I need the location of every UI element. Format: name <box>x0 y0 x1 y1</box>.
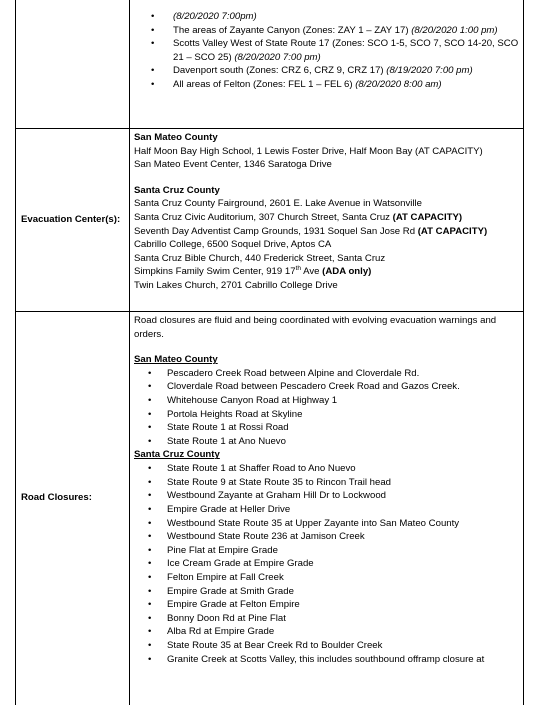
evacuation-orders-row <box>16 0 523 129</box>
road-closures-cell <box>134 314 519 666</box>
list-item: • Granite Creek at Scotts Valley, this includes southbound offramp closure at <box>134 653 519 667</box>
list-item: • Westbound Zayante at Graham Hill Dr to Lockwood <box>134 489 519 503</box>
list-item: • Davenport south (Zones: CRZ 6, CRZ 9, CRZ 17) (8/19/2020 7:00 pm) <box>134 64 519 78</box>
list-item: • Empire Grade at Heller Drive <box>134 503 519 517</box>
santa-cruz-closures-list <box>134 462 519 666</box>
column-divider <box>129 311 130 705</box>
list-item: • Bonny Doon Rd at Pine Flat <box>134 612 519 626</box>
list-item: • State Route 35 at Bear Creek Rd to Boulder Creek <box>134 639 519 653</box>
evacuation-centers-row <box>16 128 523 312</box>
list-item: • Pescadero Creek Road between Alpine and Cloverdale Rd. <box>134 367 519 381</box>
spacer <box>134 172 519 184</box>
san-mateo-closures-list <box>134 367 519 449</box>
list-item: • Ice Cream Grade at Empire Grade <box>134 557 519 571</box>
center-line: San Mateo Event Center, 1346 Saratoga Drive <box>134 159 332 171</box>
list-item: • All areas of Felton (Zones: FEL 1 – FEL 6) (8/20/2020 8:00 am) <box>134 78 519 92</box>
list-item: • Empire Grade at Felton Empire <box>134 598 519 612</box>
santa-cruz-heading: Santa Cruz County <box>134 184 220 196</box>
column-divider <box>129 0 130 128</box>
center-line: Santa Cruz County Fairground, 2601 E. Lake Avenue in Watsonville <box>134 198 422 210</box>
san-mateo-heading: San Mateo County <box>134 354 218 366</box>
center-line: Seventh Day Adventist Camp Grounds, 1931 Soquel San Jose Rd (AT CAPACITY) <box>134 225 488 237</box>
list-item: • Portola Heights Road at Skyline <box>134 408 519 422</box>
list-item: • Cloverdale Road between Pescadero Creek Road and Gazos Creek. <box>134 380 519 394</box>
list-item: • Empire Grade at Smith Grade <box>134 585 519 599</box>
list-item: • State Route 1 at Ano Nuevo <box>134 435 519 449</box>
evacuation-centers-label: Evacuation Center(s): <box>21 214 121 225</box>
list-item: • Whitehouse Canyon Road at Highway 1 <box>134 394 519 408</box>
san-mateo-heading: San Mateo County <box>134 132 218 143</box>
column-divider <box>129 128 130 311</box>
evacuation-centers-cell <box>134 131 519 293</box>
list-item: • The areas of Zayante Canyon (Zones: ZAY 1 – ZAY 17) (8/20/2020 1:00 pm) <box>134 24 519 38</box>
info-table <box>15 0 524 705</box>
list-item: • Scotts Valley West of State Route 17 (Zones: SCO 1-5, SCO 7, SCO 14-20, SCO 21 – SCO 25) (8/20/2020 7:00 pm) <box>134 37 519 64</box>
spacer <box>134 341 519 353</box>
center-line: Twin Lakes Church, 2701 Cabrillo College Drive <box>134 280 338 292</box>
center-line: Half Moon Bay High School, 1 Lewis Foster Drive, Half Moon Bay (AT CAPACITY) <box>134 145 483 157</box>
center-line: Santa Cruz Civic Auditorium, 307 Church Street, Santa Cruz (AT CAPACITY) <box>134 212 463 224</box>
road-closures-label: Road Closures: <box>21 492 92 503</box>
list-item: • Felton Empire at Fall Creek <box>134 571 519 585</box>
road-closures-row <box>16 311 523 705</box>
list-item: • State Route 9 at State Route 35 to Rincon Trail head <box>134 476 519 490</box>
center-line: Cabrillo College, 6500 Soquel Drive, Aptos CA <box>134 239 332 251</box>
center-line: Simpkins Family Swim Center, 919 17th Ave (ADA only) <box>134 265 372 278</box>
santa-cruz-heading: Santa Cruz County <box>134 449 220 461</box>
evacuation-orders-cell <box>134 10 519 92</box>
evacuation-orders-list <box>134 10 519 92</box>
list-item: • Westbound State Route 236 at Jamison Creek <box>134 530 519 544</box>
list-item: • Pine Flat at Empire Grade <box>134 544 519 558</box>
list-item: • State Route 1 at Rossi Road <box>134 421 519 435</box>
list-item: • (8/20/2020 7:00pm) <box>134 10 519 24</box>
road-closures-intro: Road closures are fluid and being coordinated with evolving evacuation warnings and orders. <box>134 315 497 340</box>
list-item: • Westbound State Route 35 at Upper Zayante into San Mateo County <box>134 517 519 531</box>
list-item: • State Route 1 at Shaffer Road to Ano Nuevo <box>134 462 519 476</box>
center-line: Santa Cruz Bible Church, 440 Frederick Street, Santa Cruz <box>134 252 386 264</box>
list-item: • Alba Rd at Empire Grade <box>134 625 519 639</box>
